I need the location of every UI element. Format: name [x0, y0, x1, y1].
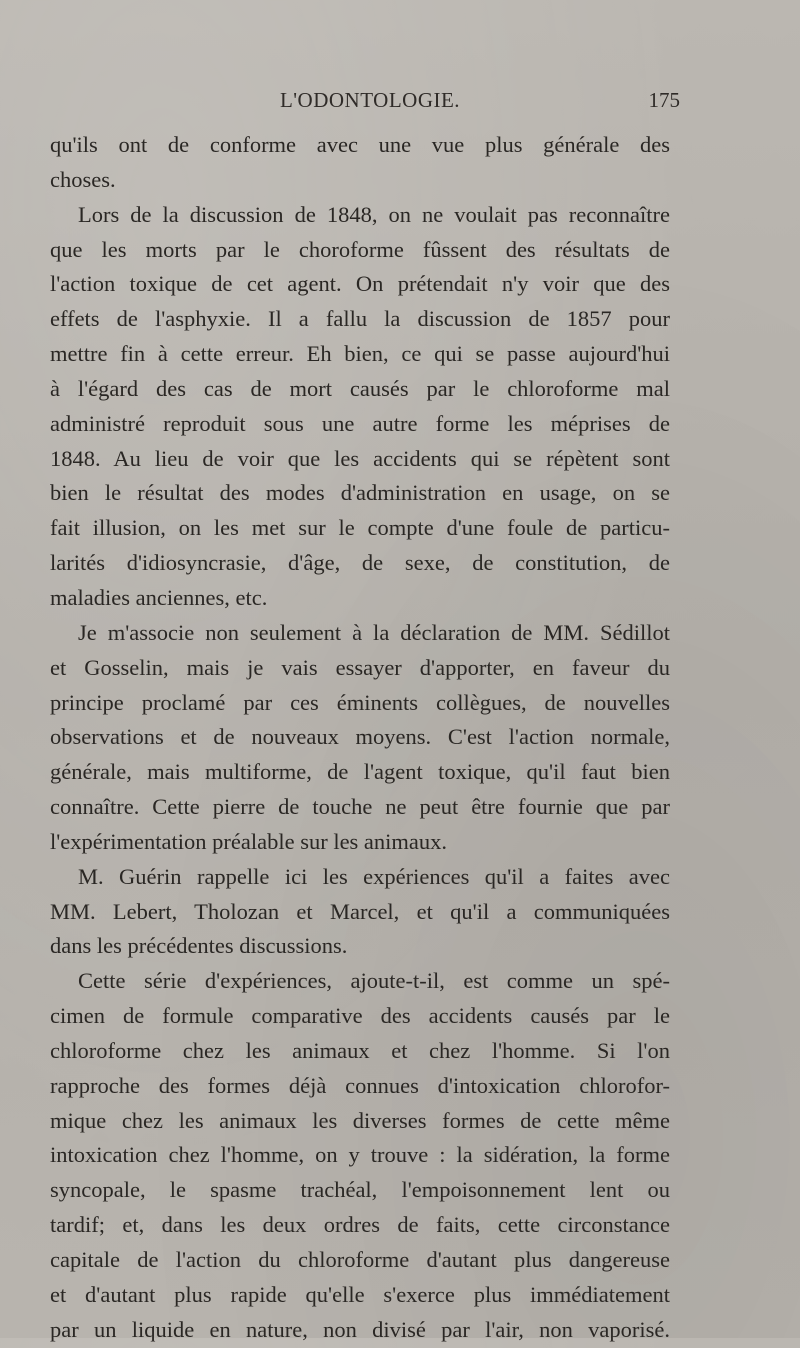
- text-line: maladies anciennes, etc.: [50, 584, 268, 610]
- text-line: l'expérimentation préalable sur les animaux.: [50, 828, 448, 854]
- text-line: tardif; et, dans les deux ordres de faits, cette circonstance: [50, 1212, 670, 1238]
- page-header: [60, 82, 680, 118]
- text-line: rapproche des formes déjà connues d'intoxication chlorofor-: [50, 1072, 670, 1098]
- text-line: et Gosselin, mais je vais essayer d'apporter, en faveur du: [50, 654, 670, 680]
- text-line: bien le résultat des modes d'administration en usage, on se: [50, 480, 670, 506]
- text-line: observations et de nouveaux moyens. C'est l'action normale,: [50, 724, 670, 750]
- text-line: l'action toxique de cet agent. On prétendait n'y voir que des: [50, 271, 670, 297]
- text-line: cimen de formule comparative des accidents causés par le: [50, 1003, 670, 1029]
- text-line: 1848. Au lieu de voir que les accidents qui se répètent sont: [50, 445, 670, 471]
- text-line: MM. Lebert, Tholozan et Marcel, et qu'il a communiquées: [50, 898, 670, 924]
- text-line: capitale de l'action du chloroforme d'autant plus dangereuse: [50, 1247, 670, 1272]
- text-line: par un liquide en nature, non divisé par l'air, non vaporisé.: [50, 1316, 670, 1342]
- text-line: que les morts par le choroforme fûssent des résultats de: [50, 236, 670, 262]
- body-text: [50, 128, 670, 1348]
- text-line: larités d'idiosyncrasie, d'âge, de sexe, de constitution, de: [50, 550, 670, 576]
- text-line: dans les précédentes discussions.: [50, 933, 348, 959]
- text-line: principe proclamé par ces éminents collègues, de nouvelles: [50, 689, 670, 715]
- text-line: mettre fin à cette erreur. Eh bien, ce qui se passe aujourd'hui: [50, 341, 670, 367]
- text-line: intoxication chez l'homme, on y trouve : la sidération, la forme: [50, 1142, 670, 1168]
- text-line: à l'égard des cas de mort causés par le chloroforme mal: [50, 375, 670, 401]
- text-line: générale, mais multiforme, de l'agent toxique, qu'il faut bien: [50, 759, 670, 785]
- text-line: mique chez les animaux les diverses formes de cette même: [50, 1107, 670, 1133]
- text-line: Lors de la discussion de 1848, on ne voulait pas reconnaître: [78, 201, 670, 227]
- text-line: connaître. Cette pierre de touche ne peut être fournie que par: [50, 794, 670, 820]
- text-line: et d'autant plus rapide qu'elle s'exerce plus immédiatement: [50, 1281, 670, 1307]
- text-line: fait illusion, on les met sur le compte d'une foule de particu-: [50, 515, 670, 541]
- text-line: Cette série d'expériences, ajoute-t-il, est comme un spé-: [78, 968, 670, 994]
- text-line: qu'ils ont de conforme avec une vue plus générale des: [50, 132, 670, 157]
- text-line: chloroforme chez les animaux et chez l'homme. Si l'on: [50, 1037, 670, 1063]
- running-title: L'ODONTOLOGIE.: [279, 88, 461, 112]
- page-number: 175: [648, 88, 680, 112]
- text-line: choses.: [50, 166, 116, 192]
- text-line: Je m'associe non seulement à la déclaration de MM. Sédillot: [78, 619, 670, 645]
- text-line: administré reproduit sous une autre forme les méprises de: [50, 410, 670, 436]
- text-line: syncopale, le spasme trachéal, l'empoisonnement lent ou: [50, 1177, 670, 1203]
- text-line: M. Guérin rappelle ici les expériences qu'il a faites avec: [78, 863, 670, 889]
- text-line: effets de l'asphyxie. Il a fallu la discussion de 1857 pour: [50, 306, 670, 332]
